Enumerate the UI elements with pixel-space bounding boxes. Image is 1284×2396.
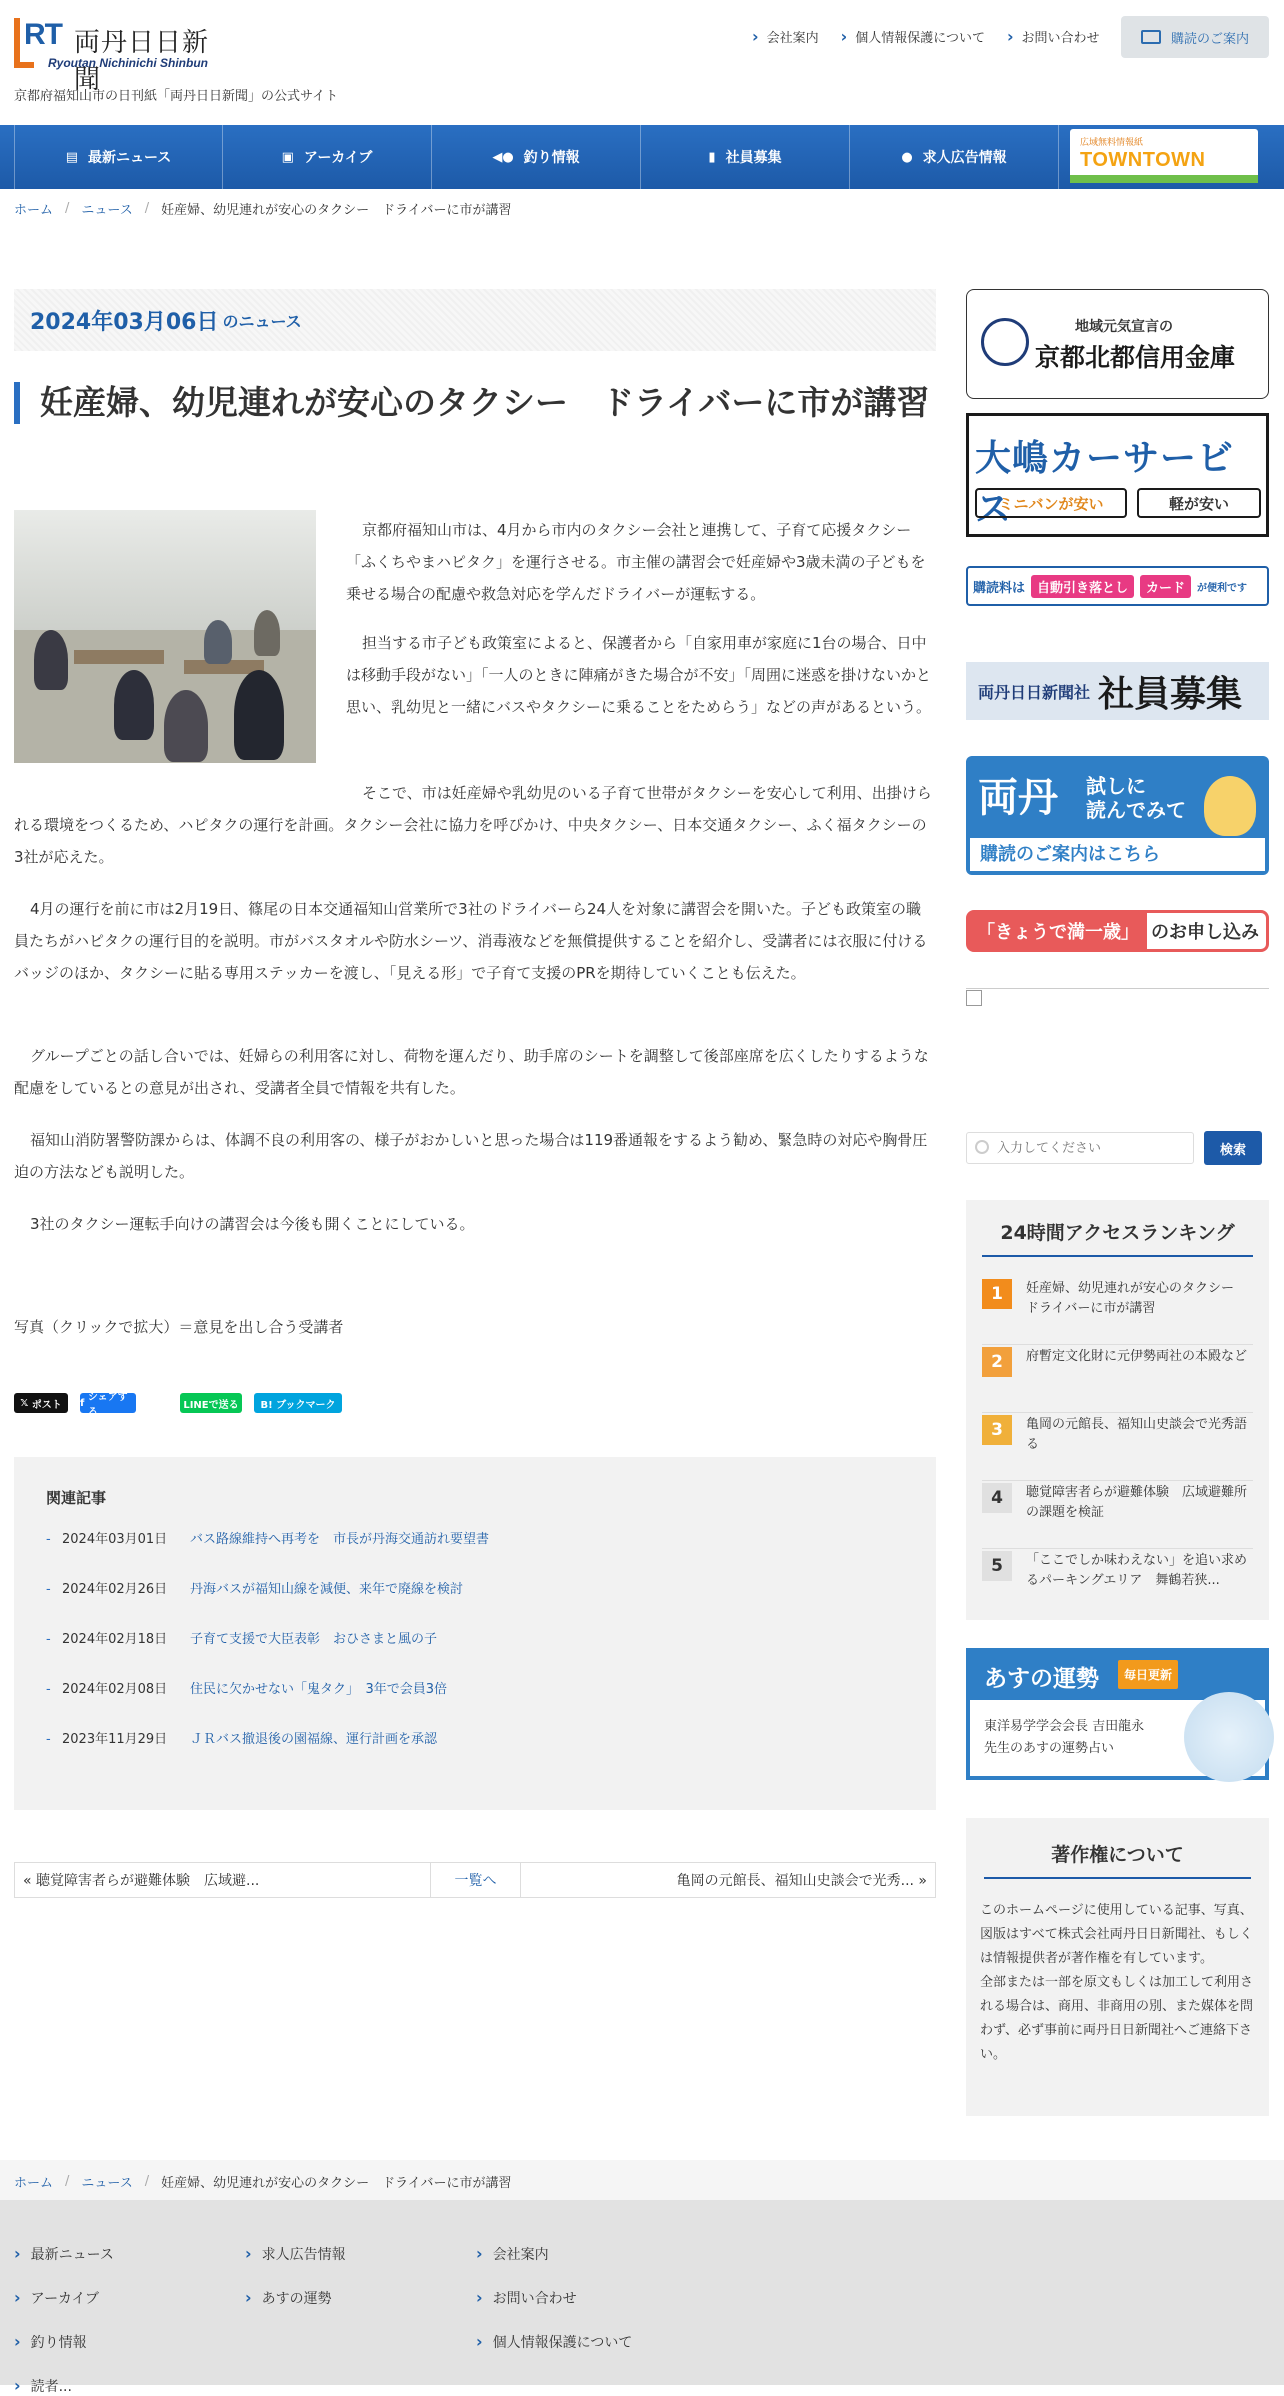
ad-payment[interactable]: 購読料は 自動引き落とし カード が便利です — [966, 566, 1269, 606]
article-pager — [14, 1862, 936, 1898]
share-x-button[interactable]: 𝕏 ポスト — [14, 1393, 68, 1413]
footer-link[interactable]: › 個人情報保護について — [476, 2332, 632, 2352]
related-link[interactable]: ＪＲバス撤退後の園福線、運行計画を承認 — [190, 1732, 438, 1747]
breadcrumb-current: 妊産婦、幼児連れが安心のタクシー ドライバーに市が講習 — [161, 2176, 512, 2191]
article-date-bar: 2024年03月06日 のニュース — [14, 289, 936, 351]
list-item: - 2024年02月18日 子育て支援で大臣表彰 おひさまと風の子 — [46, 1628, 904, 1676]
article-paragraph: 3社のタクシー運転手向けの講習会は今後も開くことにしている。 — [30, 1215, 475, 1233]
breadcrumb-news[interactable]: ニュース — [81, 203, 133, 218]
footer-link[interactable]: › 読者... — [14, 2376, 114, 2396]
breadcrumb: ホーム / ニュース / 妊産婦、幼児連れが安心のタクシー ドライバーに市が講習 — [14, 2174, 512, 2191]
bookmark-icon: ▮ — [708, 149, 716, 165]
news-icon: ▤ — [65, 149, 78, 165]
search-button[interactable]: 検索 — [1204, 1131, 1262, 1165]
ad-first-birthday[interactable]: 「きょうで満一歳」 のお申し込み — [966, 910, 1269, 952]
copyright-box: 著作権について このホームページに使用している記事、写真、図版はすべて株式会社両丹日日新聞社、もしくは情報提供者が著作権を有しています。 全部または一部を原文もしくは加工して利用される場合は、商用、非商用の別、また媒体を問わず、必ず事前に両丹日日新聞社へご連絡下さい。 — [966, 1818, 1269, 2116]
article-paragraph: 京都府福知山市は、4月から市内のタクシー会社と連携して、子育て応援タクシー「ふくちやまハピタク」を運行させる。市主催の講習会で妊産婦や3歳未満の子どもを乗せる場合の配慮や救急対応を学んだドライバーが運転する。 — [346, 521, 926, 603]
fish-icon: ◀● — [492, 149, 514, 165]
ad-hokuto-shinkin[interactable]: 地域元気宣言の 京都北都信用金庫 — [966, 289, 1269, 399]
ranking-item[interactable]: 4 聴覚障害者らが避難体験 広域避難所の課題を検証 — [982, 1481, 1253, 1549]
subscribe-button[interactable]: 購読のご案内 — [1121, 16, 1269, 58]
ad-oshima-car[interactable]: 大嶋カーサービス ミニバンが安い 軽が安い — [966, 413, 1269, 537]
back-to-list-link[interactable]: 一覧へ — [431, 1863, 521, 1897]
copyright-heading: 著作権について — [984, 1840, 1251, 1879]
access-ranking — [966, 1200, 1269, 1620]
article-paragraph: 4月の運行を前に市は2月19日、篠尾の日本交通福知山営業所で3社のドライバーら24人を対象に講習会を開いた。子ども政策室の職員たちがハピタクの運行目的を説明。市がバスタオルや防水シーツ、消毒液などを無償提供することを紹介し、受講者には衣服に付けるバッジのほか、タクシーに貼る専用ステッカーを渡し、「見える形」で子育て支援のPRを期待していくことも伝えた。 — [14, 900, 928, 982]
breadcrumb-home[interactable]: ホーム — [14, 2176, 54, 2191]
bank-logo-icon — [981, 318, 1029, 366]
footer-breadcrumb-bar — [0, 2160, 1284, 2200]
footer-link[interactable]: › 釣り情報 — [14, 2332, 114, 2352]
logo-en: Ryoutan Nichinichi Shinbun — [48, 56, 208, 70]
prev-article-link[interactable]: « 聴覚障害者らが避難体験 広域避... — [15, 1863, 431, 1897]
breadcrumb-news[interactable]: ニュース — [81, 2176, 133, 2191]
top-link-contact[interactable]: › お問い合わせ — [1007, 27, 1100, 46]
article-paragraph: 福知山消防署警防課からは、体調不良の利用客の、様子がおかしいと思った場合は119番通報をするよう勧め、緊急時の対応や胸骨圧迫の方法なども説明した。 — [14, 1131, 928, 1181]
nav-item-news[interactable]: ▤ 最新ニュース — [14, 125, 223, 189]
rank-badge: 1 — [982, 1279, 1012, 1309]
nav-item-archive[interactable]: ▣ アーカイブ — [223, 125, 432, 189]
footer-link[interactable]: › お問い合わせ — [476, 2288, 632, 2308]
ranking-item[interactable]: 1 妊産婦、幼児連れが安心のタクシー ドライバーに市が講習 — [982, 1277, 1253, 1345]
footer-link[interactable]: › アーカイブ — [14, 2288, 114, 2308]
ranking-item[interactable]: 5 「ここでしか味わえない」を追い求めるパーキングエリア 舞鶴若狭... — [982, 1549, 1253, 1617]
photo-caption: 写真（クリックで拡大）＝意見を出し合う受講者 — [14, 1318, 344, 1336]
nav-item-jobs[interactable]: ● 求人広告情報 — [850, 125, 1059, 189]
list-item: - 2024年02月08日 住民に欠かせない「鬼タク」 3年で会員3倍 — [46, 1678, 904, 1726]
share-line-button[interactable]: LINEで送る — [180, 1393, 242, 1413]
search-icon — [975, 1140, 989, 1154]
related-link[interactable]: バス路線維持へ再考を 市長が丹海交通訪れ要望書 — [190, 1532, 490, 1547]
facebook-icon: f — [80, 1397, 88, 1409]
crystal-ball-icon — [1184, 1692, 1274, 1782]
top-links — [752, 27, 1100, 46]
site-header — [0, 0, 1284, 125]
ranking-item[interactable]: 2 府暫定文化財に元伊勢両社の本殿など — [982, 1345, 1253, 1413]
related-heading: 関連記事 — [46, 1489, 107, 1507]
ad-recruit[interactable]: 両丹日日新聞社 社員募集 — [966, 662, 1269, 720]
article-paragraph: グループごとの話し合いでは、妊婦らの利用客に対し、荷物を運んだり、助手席のシートを調整して後部座席を広くしたりするような配慮をしているとの意見が出され、受講者全員で情報を共有した。 — [14, 1047, 929, 1097]
related-link[interactable]: 丹海バスが福知山線を減便、来年で廃線を検討 — [190, 1582, 464, 1597]
site-logo[interactable] — [14, 14, 234, 95]
list-item: - 2024年02月26日 丹海バスが福知山線を減便、来年で廃線を検討 — [46, 1578, 904, 1626]
footer-link[interactable]: › 求人広告情報 — [245, 2244, 346, 2264]
breadcrumb: ホーム / ニュース / 妊産婦、幼児連れが安心のタクシー ドライバーに市が講習 — [14, 201, 512, 218]
person-icon: ● — [901, 149, 913, 165]
article-photo[interactable] — [14, 510, 316, 763]
rank-badge: 5 — [982, 1551, 1012, 1581]
article-date: 2024年03月06日 — [30, 309, 219, 335]
site-footer — [0, 2200, 1284, 2395]
search-input[interactable] — [966, 1132, 1194, 1164]
footer-link[interactable]: › あすの運勢 — [245, 2288, 346, 2308]
broken-image-icon — [966, 990, 982, 1006]
list-item: - 2023年11月29日 ＪＲバス撤退後の園福線、運行計画を承認 — [46, 1728, 904, 1776]
footer-link[interactable]: › 最新ニュース — [14, 2244, 114, 2264]
rank-badge: 3 — [982, 1415, 1012, 1445]
rank-badge: 2 — [982, 1347, 1012, 1377]
footer-column — [245, 2244, 346, 2308]
share-facebook-button[interactable]: f シェアする — [80, 1393, 136, 1413]
fortune-banner[interactable]: あすの運勢 毎日更新 東洋易学学会会長 吉田龍永 先生のあすの運勢占い — [966, 1648, 1269, 1780]
mascot-icon — [1204, 776, 1256, 836]
nav-item-fishing[interactable]: ◀● 釣り情報 — [432, 125, 641, 189]
article-paragraph-wrap — [14, 777, 936, 873]
logo-name: 両丹日日新聞 — [74, 28, 210, 95]
x-icon: 𝕏 — [20, 1397, 32, 1409]
ranking-heading: 24時間アクセスランキング — [982, 1218, 1253, 1257]
rank-badge: 4 — [982, 1483, 1012, 1513]
broken-image — [966, 988, 1269, 1010]
search-box — [966, 1130, 1269, 1166]
ranking-item[interactable]: 3 亀岡の元館長、福知山史談会で光秀語る — [982, 1413, 1253, 1481]
archive-icon: ▣ — [281, 149, 294, 165]
nav-item-recruit[interactable]: ▮ 社員募集 — [641, 125, 850, 189]
next-article-link[interactable]: 亀岡の元館長、福知山史談会で光秀... » — [676, 1873, 927, 1889]
article-paragraph: そこで、市は妊産婦や乳幼児のいる子育て世帯がタクシーを安心して利用、出掛けられる環境をつくるため、ハピタクの運行を計画。タクシー会社に協力を呼びかけ、中央タクシー、日本交通タクシー、ふく福タクシーの3社が応えた。 — [14, 784, 932, 866]
related-link[interactable]: 住民に欠かせない「鬼タク」 3年で会員3倍 — [190, 1682, 448, 1697]
newspaper-icon — [1141, 30, 1161, 44]
top-link-privacy[interactable]: › 個人情報保護について — [841, 27, 985, 46]
main-nav — [0, 125, 1284, 189]
top-link-company[interactable]: › 会社案内 — [752, 27, 819, 46]
townto-banner[interactable]: 広域無料情報紙 TOWNTOWN — [1070, 129, 1258, 183]
breadcrumb-home[interactable]: ホーム — [14, 203, 54, 218]
article-paragraph: 担当する市子ども政策室によると、保護者から「自家用車が家庭に1台の場合、日中は移動手段がない」「一人のときに陣痛がきた場合が不安」「周囲に迷惑を掛けないかと思い、乳幼児と一緒にバスやタクシーに乗ることをためらう」などの声があるという。 — [346, 634, 932, 716]
related-articles — [14, 1457, 936, 1810]
logo-mark: RT — [14, 14, 62, 72]
ad-trial-subscription[interactable]: 両丹 試しに 読んでみて 購読のご案内はこちら — [966, 756, 1269, 875]
list-item: - 2024年03月01日 バス路線維持へ再考を 市長が丹海交通訪れ要望書 — [46, 1528, 904, 1576]
site-tagline: 京都府福知山市の日刊紙「両丹日日新聞」の公式サイト — [14, 89, 339, 104]
footer-column — [476, 2244, 632, 2352]
footer-link[interactable]: › 会社案内 — [476, 2244, 632, 2264]
related-link[interactable]: 子育て支援で大臣表彰 おひさまと風の子 — [190, 1632, 438, 1647]
footer-column — [14, 2244, 114, 2396]
article-title: 妊産婦、幼児連れが安心のタクシー ドライバーに市が講習 — [14, 382, 936, 424]
share-hatena-button[interactable]: B! ブックマーク — [254, 1393, 342, 1413]
breadcrumb-current: 妊産婦、幼児連れが安心のタクシー ドライバーに市が講習 — [161, 203, 512, 218]
